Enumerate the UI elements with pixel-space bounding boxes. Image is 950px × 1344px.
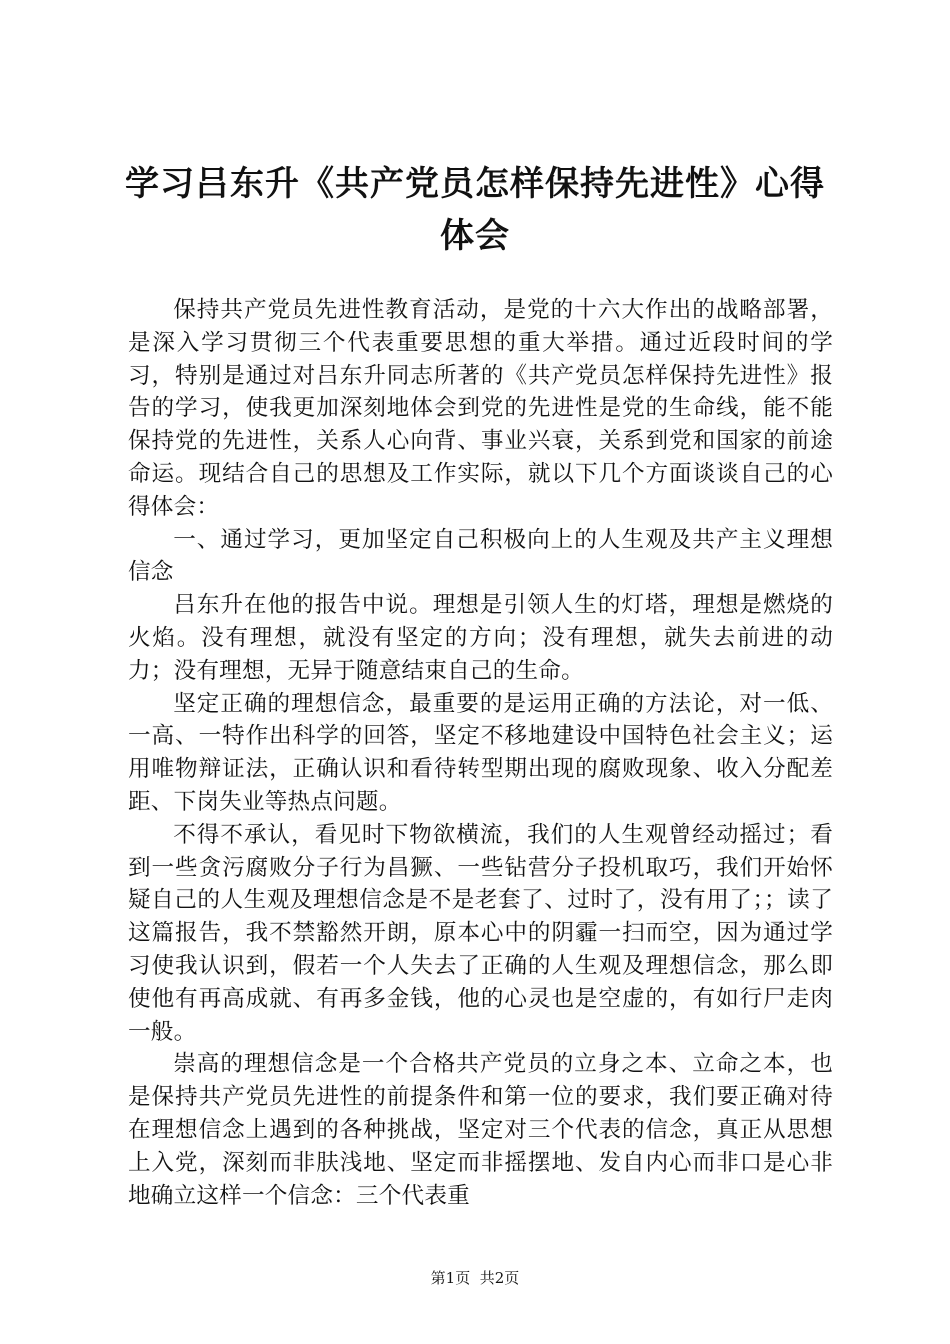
document-title: 学习吕东升《共产党员怎样保持先进性》心得体会 (125, 164, 825, 256)
footer-separator (470, 1269, 480, 1287)
paragraph-doubt: 不得不承认，看见时下物欲横流，我们的人生观曾经动摇过；看到一些贪污腐败分子行为昌獗、一些钻营分子投机取巧，我们开始怀疑自己的人生观及理想信念是不是老套了、过时了，没有用了；；读了这篇报告，我不禁豁然开朗，原本心中的阴霾一扫而空，因为通过学习使我认识到，假若一个人失去了正确的人生观及理想信念，那么即使他有再高成就、有再多金钱，他的心灵也是空虚的，有如行尸走肉一般。 (128, 821, 833, 1045)
page-number-current: 第1页 (430, 1269, 471, 1287)
paragraph-ideal: 吕东升在他的报告中说。理想是引领人生的灯塔，理想是燃烧的火焰。没有理想，就没有坚定的方向；没有理想，就失去前进的动力；没有理想，无异于随意结束自己的生命。 (128, 592, 833, 684)
page-number-total: 共2页 (479, 1269, 520, 1287)
paragraph-intro: 保持共产党员先进性教育活动，是党的十六大作出的战略部署，是深入学习贯彻三个代表重要思想的重大举措。通过近段时间的学习，特别是通过对吕东升同志所著的《共产党员怎样保持先进性》报告的学习，使我更加深刻地体会到党的先进性是党的生命线，能不能保持党的先进性，关系人心向背、事业兴衰，关系到党和国家的前途命运。现结合自己的思想及工作实际，就以下几个方面谈谈自己的心得体会： (128, 297, 833, 520)
section-heading-1: 一、通过学习，更加坚定自己积极向上的人生观及共产主义理想信念 (128, 526, 833, 586)
paragraph-method: 坚定正确的理想信念，最重要的是运用正确的方法论，对一低、一高、一特作出科学的回答，坚定不移地建设中国特色社会主义；运用唯物辩证法，正确认识和看待转型期出现的腐败现象、收入分配差距、下岗失业等热点问题。 (128, 690, 833, 815)
page-footer (0, 1268, 950, 1288)
paragraph-belief: 崇高的理想信念是一个合格共产党员的立身之本、立命之本，也是保持共产党员先进性的前提条件和第一位的要求，我们要正确对待在理想信念上遇到的各种挑战，坚定对三个代表的信念，真正从思想上入党，深刻而非肤浅地、坚定而非摇摆地、发自内心而非口是心非地确立这样一个信念：三个代表重 (128, 1051, 833, 1209)
document-body (128, 294, 833, 1212)
